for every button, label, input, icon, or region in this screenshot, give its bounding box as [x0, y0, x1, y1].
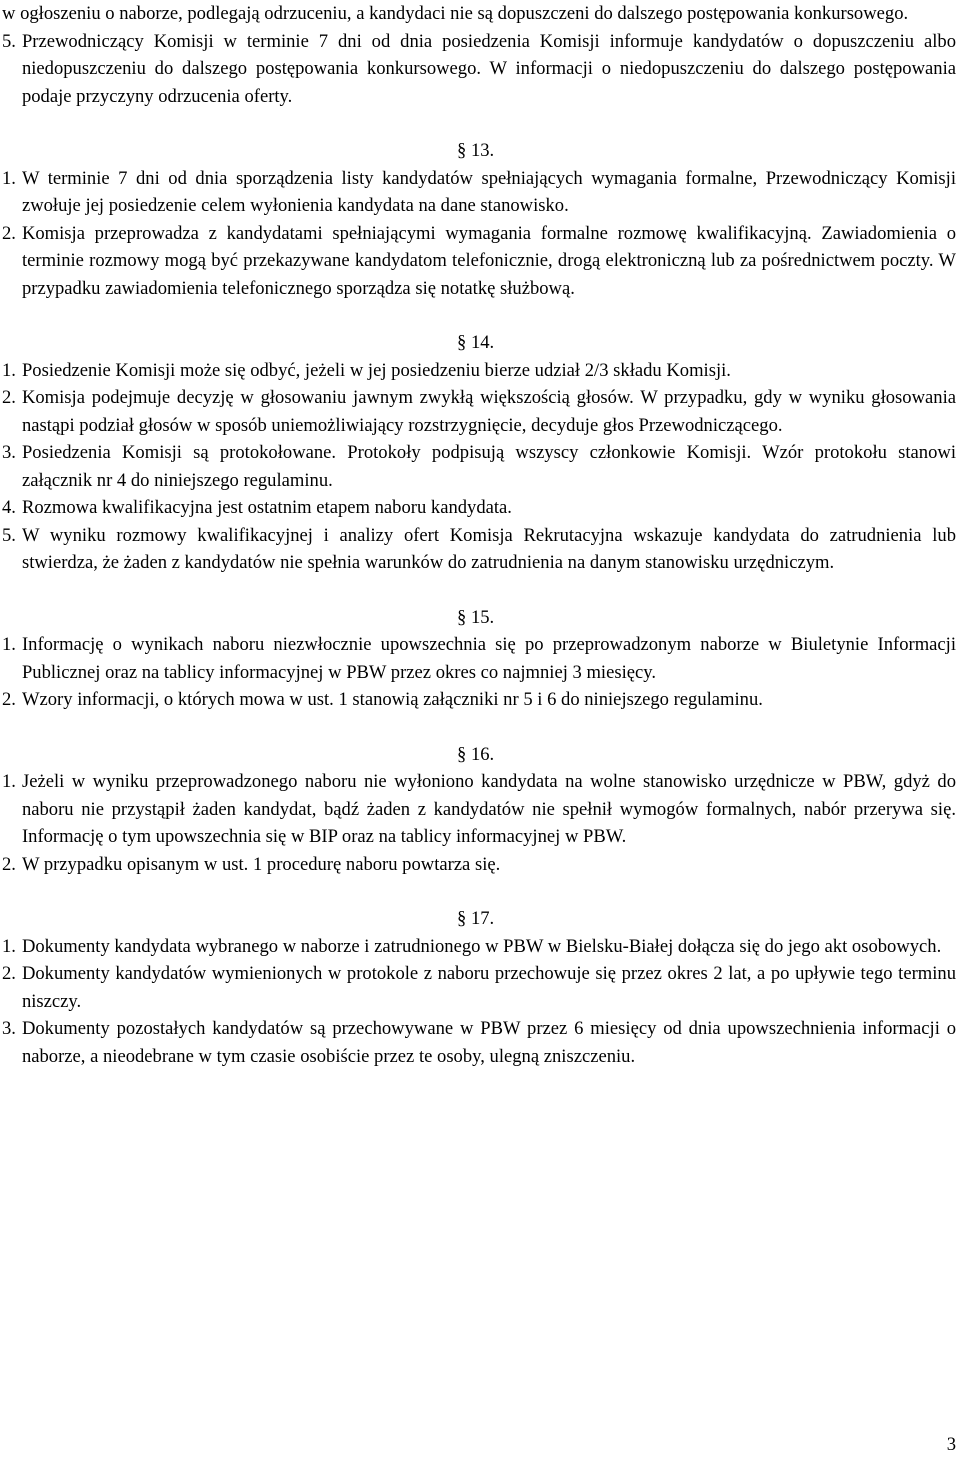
- list-item: [2, 357, 956, 385]
- list-item: [2, 686, 956, 714]
- item-number: 2.: [2, 853, 16, 875]
- item-text: W wyniku rozmowy kwalifikacyjnej i analizy ofert Komisja Rekrutacyjna wskazuje kandydata do zatrudnienia lub stwierdza, że żaden z kandydatów nie spełnia warunków do zatrudnienia na danym stanowisku urzędniczym.: [21, 524, 956, 573]
- item-text: Posiedzenie Komisji może się odbyć, jeżeli w jej posiedzeniu bierze udział 2/3 składu Komisji.: [21, 359, 731, 381]
- section-heading: § 14.: [457, 332, 495, 353]
- list-item: [2, 494, 956, 522]
- item-number: 2.: [2, 222, 16, 244]
- continuation-paragraph: w ogłoszeniu o naborze, podlegają odrzuceniu, a kandydaci nie są dopuszczeni do dalszego postępowania konkursowego.: [2, 3, 909, 24]
- list-item: [2, 960, 956, 1015]
- page-number: 3: [946, 1434, 956, 1455]
- item-number: 1.: [2, 935, 16, 957]
- item-text: Przewodniczący Komisji w terminie 7 dni od dnia posiedzenia Komisji informuje kandydatów o dopuszczeniu albo niedopuszczeniu do dalszego postępowania konkursowego. W informacji o niedopuszczeniu do dalszego postępowania podaje przyczyny odrzucenia oferty.: [21, 30, 956, 107]
- item-number: 1.: [2, 167, 16, 189]
- item-text: W terminie 7 dni od dnia sporządzenia listy kandydatów spełniających wymagania formalne, Przewodniczący Komisji zwołuje jej posiedzenie celem wyłonienia kandydata na dane stanowisko.: [21, 167, 956, 216]
- list-item: [2, 384, 956, 439]
- item-text: W przypadku opisanym w ust. 1 procedurę naboru powtarza się.: [21, 853, 501, 875]
- item-number: 3.: [2, 1018, 16, 1039]
- item-number: 5.: [2, 524, 16, 546]
- list-item: [2, 220, 956, 303]
- item-text: Komisja przeprowadza z kandydatami spełniającymi wymagania formalne rozmowę kwalifikacyjną. Zawiadomienia o terminie rozmowy mogą być przekazywane kandydatom telefonicznie, drogą elektroniczną lub za pośrednictwem poczty. W przypadku zawiadomienia telefonicznego sporządza się notatkę służbową.: [21, 222, 956, 299]
- list-item: [2, 439, 956, 494]
- item-text: Rozmowa kwalifikacyjna jest ostatnim etapem naboru kandydata.: [21, 497, 512, 518]
- item-number: 4.: [2, 497, 16, 518]
- list-item: [2, 522, 956, 577]
- item-text: Komisja podejmuje decyzję w głosowaniu jawnym zwykłą większością głosów. W przypadku, gdy w wyniku głosowania nastąpi podział głosów w sposób uniemożliwiający rozstrzygnięcie, decyduje głos Przewodniczącego.: [21, 387, 956, 436]
- item-text: Informację o wynikach naboru niezwłocznie upowszechnia się po przeprowadzonym naborze w Biuletynie Informacji Publicznej oraz na tablicy informacyjnej w PBW przez okres co najmniej 3 miesięcy.: [21, 634, 956, 683]
- item-number: 3.: [2, 442, 16, 463]
- item-number: 2.: [2, 387, 16, 408]
- item-text: Posiedzenia Komisji są protokołowane. Protokoły podpisują wszyscy członkowie Komisji. Wzór protokołu stanowi załącznik nr 4 do niniejszego regulaminu.: [21, 442, 956, 491]
- item-text: Dokumenty pozostałych kandydatów są przechowywane w PBW przez 6 miesięcy od dnia upowszechnienia informacji o naborze, a nieodebrane w tym czasie osobiście przez te osoby, ulegną zniszczeniu.: [21, 1018, 956, 1067]
- item-number: 5.: [2, 30, 16, 52]
- item-text: Wzory informacji, o których mowa w ust. 1 stanowią załączniki nr 5 i 6 do niniejszego regulaminu.: [21, 689, 763, 710]
- list-item: [2, 851, 956, 879]
- item-number: 2.: [2, 689, 16, 710]
- item-text: Dokumenty kandydata wybranego w naborze i zatrudnionego w PBW w Bielsku-Białej dołącza się do jego akt osobowych.: [21, 935, 942, 957]
- list-item: [2, 933, 956, 961]
- item-number: 1.: [2, 359, 16, 381]
- section-heading: § 16.: [457, 743, 495, 765]
- list-item: [2, 165, 956, 220]
- item-number: 1.: [2, 634, 16, 655]
- item-text: Jeżeli w wyniku przeprowadzonego naboru nie wyłoniono kandydata na wolne stanowisko urzędnicze w PBW, gdyż do naboru nie przystąpił żaden kandydat, bądź żaden z kandydatów nie spełnił wymogów formalnych, nabór przerywa się. Informację o tym upowszechnia się w BIP oraz na tablicy informacyjnej w PBW.: [21, 771, 956, 847]
- list-item: [2, 28, 956, 111]
- list-item: [2, 768, 956, 851]
- item-number: 2.: [2, 963, 16, 984]
- section-heading: § 13.: [457, 140, 495, 161]
- list-item: [2, 1015, 956, 1070]
- item-number: 1.: [2, 771, 16, 792]
- document-body: [2, 0, 956, 1070]
- section-heading: § 17.: [457, 908, 495, 929]
- list-item: [2, 631, 956, 686]
- item-text: Dokumenty kandydatów wymienionych w protokole z naboru przechowuje się przez okres 2 lat, a po upływie tego terminu niszczy.: [21, 963, 956, 1012]
- section-heading: § 15.: [457, 606, 495, 628]
